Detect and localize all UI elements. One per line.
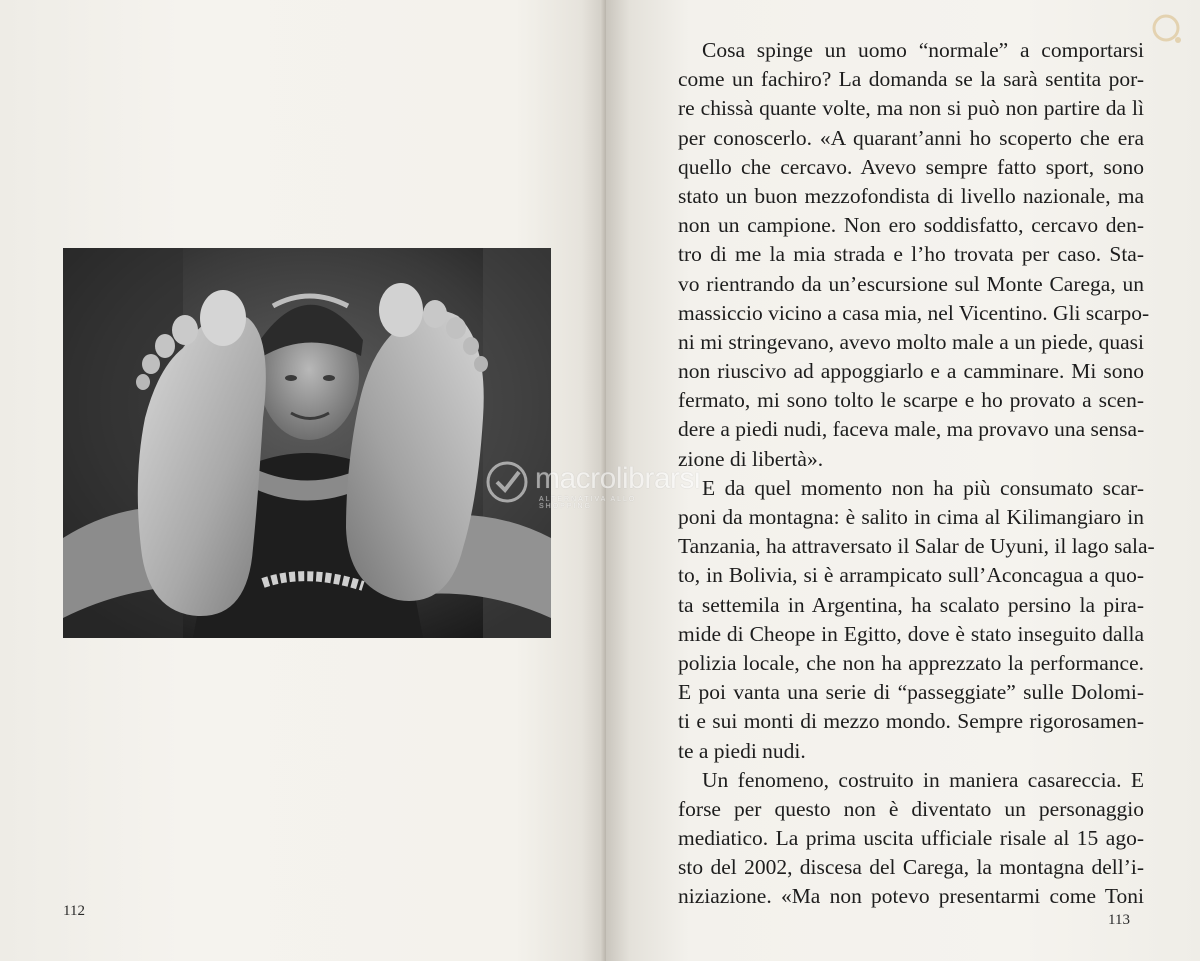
text-line: massiccio vicino a casa mia, nel Vicentino. Gli scarpo- [678, 300, 1150, 325]
text-line: stato un buon mezzofondista di livello nazionale, ma [678, 183, 1144, 208]
barefoot-soles-photo [63, 248, 551, 638]
text-line: ti e sui monti di mezzo mondo. Sempre rigorosamen- [678, 709, 1144, 734]
text-line: zione di libertà». [678, 446, 824, 471]
text-line: te a piedi nudi. [678, 738, 806, 763]
text-line: niziazione. «Ma non potevo presentarmi come Toni [678, 884, 1144, 909]
text-line: Un fenomeno, costruito in maniera casareccia. E [702, 767, 1144, 792]
corner-watermark-icon [1148, 10, 1188, 50]
text-line: ni mi stringevano, avevo molto male a un piede, quasi [678, 329, 1144, 354]
text-line: mediatico. La prima uscita ufficiale risale al 15 ago- [678, 826, 1144, 851]
text-line: polizia locale, che non ha apprezzato la performance. [678, 650, 1144, 675]
text-line: mide di Cheope in Egitto, dove è stato inseguito dalla [678, 621, 1144, 646]
page-number-right: 113 [1108, 912, 1130, 928]
text-line: fermato, mi sono tolto le scarpe e ho provato a scen- [678, 388, 1144, 413]
text-line: forse per questo non è diventato un personaggio [678, 796, 1144, 821]
text-line: non riuscivo ad appoggiarlo e a camminare. Mi sono [678, 359, 1144, 384]
text-line: tro di me la mia strada e l’ho trovata per caso. Sta- [678, 242, 1144, 267]
text-line: per conoscerlo. «A quarant’anni ho scoperto che era [678, 125, 1144, 150]
text-line: dere a piedi nudi, faceva male, ma provavo una sensa- [678, 417, 1145, 442]
watermark-tagline: ALTERNATIVA ALLO SHOPPING [539, 496, 637, 510]
text-line: Cosa spinge un uomo “normale” a comportarsi [702, 38, 1144, 62]
text-line: vo rientrando da un’escursione sul Monte Carega, un [678, 271, 1144, 296]
text-line: come un fachiro? La domanda se la sarà sentita por- [678, 67, 1144, 92]
text-line: E poi vanta una serie di “passeggiate” sulle Dolomi- [678, 680, 1144, 705]
body-text [678, 36, 1155, 912]
text-line: poni da montagna: è salito in cima al Kilimangiaro in [678, 505, 1144, 529]
text-line: Tanzania, ha attraversato il Salar de Uyuni, il lago sala- [678, 534, 1155, 559]
right-page [606, 0, 1200, 961]
text-line: ta settemila in Argentina, ha scalato persino la pira- [678, 592, 1144, 617]
text-line: E da quel momento non ha più consumato scar- [702, 475, 1144, 500]
page-number-left: 112 [63, 903, 85, 919]
text-line: sto del 2002, discesa del Carega, la montagna dell’i- [678, 855, 1144, 880]
watermark-brand: macrolibrarsi [535, 462, 701, 495]
text-line: quello che cercavo. Avevo sempre fatto sport, sono [678, 154, 1144, 179]
text-line: non un campione. Non ero soddisfatto, cercavo den- [678, 213, 1144, 238]
text-line: re chissà quante volte, ma non si può non partire da lì [678, 96, 1144, 121]
text-line: to, in Bolivia, si è arrampicato sull’Aconcagua a quo- [678, 563, 1144, 588]
